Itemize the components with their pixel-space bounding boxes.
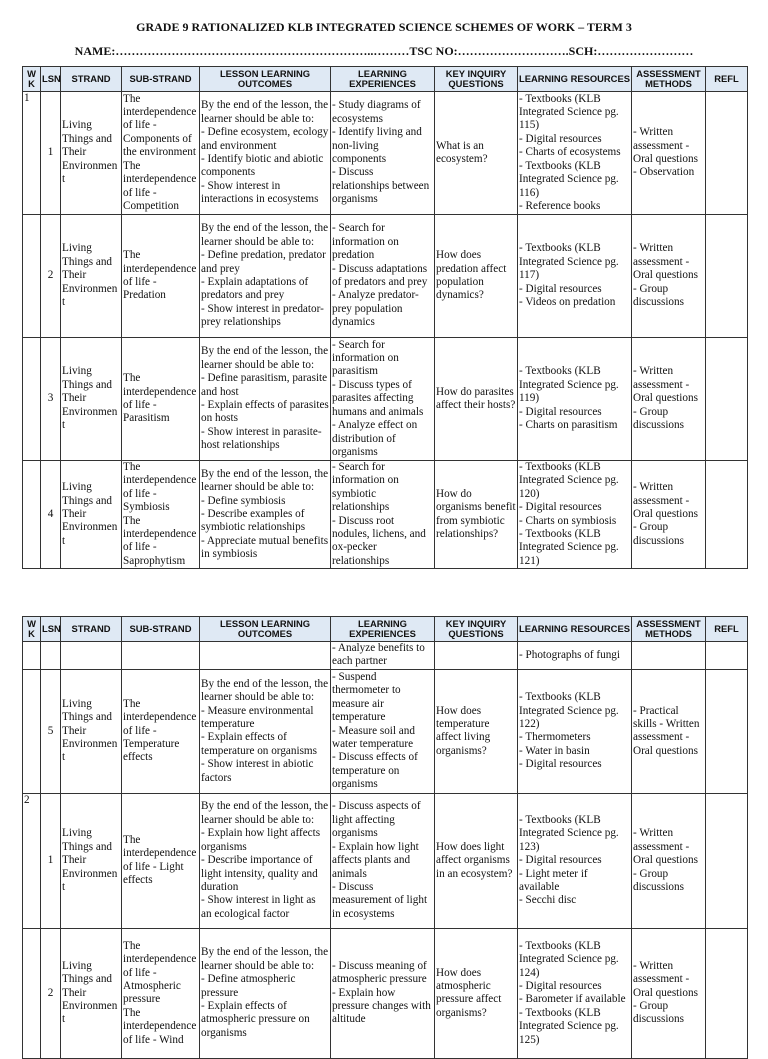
lesson-number-cell: [41, 642, 61, 670]
reflection-cell: [706, 793, 748, 928]
week-cell: 2: [23, 793, 41, 928]
header-inquiry-questions: KEY INQUIRY QUESTIONS: [435, 67, 518, 92]
inquiry-question-cell: How does atmospheric pressure affect organisms?: [435, 928, 518, 1058]
experiences-cell: - Search for information on parasitism - Discuss types of parasites affecting humans and animals - Analyze effect on distribution of organisms: [331, 338, 435, 461]
assessment-cell: - Written assessment - Oral questions - Group discussions: [632, 793, 706, 928]
inquiry-question-cell: How do organisms benefit from symbiotic relationships?: [435, 461, 518, 569]
table-row: [23, 215, 748, 338]
week-cell: 1: [23, 92, 41, 215]
resources-cell: - Textbooks (KLB Integrated Science pg. 119) - Digital resources - Charts on parasitism: [518, 338, 632, 461]
week-cell: [23, 642, 41, 670]
resources-cell: - Textbooks (KLB Integrated Science pg. 124) - Digital resources - Barometer if available - Textbooks (KLB Integrated Science pg. 125): [518, 928, 632, 1058]
assessment-cell: - Written assessment - Oral questions - Observation: [632, 92, 706, 215]
sub-strand-cell: The interdependence of life - Light effects: [122, 793, 200, 928]
strand-cell: Living Things and Their Environment: [61, 793, 122, 928]
outcomes-cell: By the end of the lesson, the learner should be able to: - Define symbiosis - Describe examples of symbiotic relationships - Appreciate mutual benefits in symbiosis: [200, 461, 331, 569]
assessment-cell: [632, 642, 706, 670]
header-reflection: REFL: [706, 67, 748, 92]
experiences-cell: - Study diagrams of ecosystems - Identify living and non-living components - Discuss relationships between organisms: [331, 92, 435, 215]
week-cell: [23, 338, 41, 461]
header-sub-strand: SUB-STRAND: [122, 617, 200, 642]
resources-cell: - Textbooks (KLB Integrated Science pg. 122) - Thermometers - Water in basin - Digital resources: [518, 669, 632, 793]
resources-cell: - Textbooks (KLB Integrated Science pg. 123) - Digital resources - Light meter if available - Secchi disc: [518, 793, 632, 928]
header-outcomes: LESSON LEARNING OUTCOMES: [200, 617, 331, 642]
sub-strand-cell: The interdependence of life - Parasitism: [122, 338, 200, 461]
assessment-cell: - Written assessment - Oral questions - Group discussions: [632, 461, 706, 569]
strand-cell: Living Things and Their Environment: [61, 92, 122, 215]
resources-cell: - Textbooks (KLB Integrated Science pg. 120) - Digital resources - Charts on symbiosis - Textbooks (KLB Integrated Science pg. 121): [518, 461, 632, 569]
header-strand: STRAND: [61, 617, 122, 642]
reflection-cell: [706, 669, 748, 793]
lesson-number-cell: 5: [41, 669, 61, 793]
header-inquiry-questions: KEY INQUIRY QUESTIONS: [435, 617, 518, 642]
scheme-table-2: [22, 616, 748, 1059]
outcomes-cell: [200, 642, 331, 670]
assessment-cell: - Written assessment - Oral questions - Group discussions: [632, 215, 706, 338]
table-row: [23, 793, 748, 928]
outcomes-cell: By the end of the lesson, the learner should be able to: - Define predation, predator and prey - Explain adaptations of predators and prey - Show interest in predator-prey relationships: [200, 215, 331, 338]
header-resources: LEARNING RESOURCES: [518, 617, 632, 642]
header-assessment: ASSESSMENT METHODS: [632, 617, 706, 642]
strand-cell: Living Things and Their Environment: [61, 461, 122, 569]
sub-strand-cell: [122, 642, 200, 670]
name-tsc-school-line: NAME:………………………………………………………..………TSC NO:……………………….SCH:……………………: [74, 44, 694, 58]
header-strand: STRAND: [61, 67, 122, 92]
header-lesson: LSN: [41, 67, 61, 92]
strand-cell: Living Things and Their Environment: [61, 669, 122, 793]
inquiry-question-cell: [435, 642, 518, 670]
sub-strand-cell: The interdependence of life - Components of the environment The interdependence of life - Competition: [122, 92, 200, 215]
sub-strand-cell: The interdependence of life - Symbiosis The interdependence of life - Saprophytism: [122, 461, 200, 569]
experiences-cell: - Analyze benefits to each partner: [331, 642, 435, 670]
reflection-cell: [706, 642, 748, 670]
table-row: [23, 642, 748, 670]
lesson-number-cell: 1: [41, 92, 61, 215]
assessment-cell: - Written assessment - Oral questions - Group discussions: [632, 928, 706, 1058]
outcomes-cell: By the end of the lesson, the learner should be able to: - Define ecosystem, ecology and environment - Identify biotic and abiotic components - Show interest in interactions in ecosystems: [200, 92, 331, 215]
outcomes-cell: By the end of the lesson, the learner should be able to: - Measure environmental temperature - Explain effects of temperature on organisms - Show interest in abiotic factors: [200, 669, 331, 793]
week-cell: [23, 669, 41, 793]
header-week: W K: [23, 67, 41, 92]
reflection-cell: [706, 461, 748, 569]
sub-strand-cell: The interdependence of life - Predation: [122, 215, 200, 338]
inquiry-question-cell: What is an ecosystem?: [435, 92, 518, 215]
sub-strand-cell: The interdependence of life - Atmospheric pressure The interdependence of life - Wind: [122, 928, 200, 1058]
lesson-number-cell: 1: [41, 793, 61, 928]
table-row: [23, 669, 748, 793]
inquiry-question-cell: How does light affect organisms in an ecosystem?: [435, 793, 518, 928]
lesson-number-cell: 2: [41, 215, 61, 338]
resources-cell: - Photographs of fungi: [518, 642, 632, 670]
assessment-cell: - Written assessment - Oral questions - Group discussions: [632, 338, 706, 461]
lesson-number-cell: 4: [41, 461, 61, 569]
header-outcomes: LESSON LEARNING OUTCOMES: [200, 67, 331, 92]
strand-cell: Living Things and Their Environment: [61, 338, 122, 461]
header-row: [23, 67, 748, 92]
header-assessment: ASSESSMENT METHODS: [632, 67, 706, 92]
experiences-cell: - Suspend thermometer to measure air temperature - Measure soil and water temperature - Discuss effects of temperature on organisms: [331, 669, 435, 793]
outcomes-cell: By the end of the lesson, the learner should be able to: - Define parasitism, parasite and host - Explain effects of parasites on hosts - Show interest in parasite-host relationships: [200, 338, 331, 461]
assessment-cell: - Practical skills - Written assessment - Oral questions: [632, 669, 706, 793]
experiences-cell: - Search for information on symbiotic relationships - Discuss root nodules, lichens, and ox-pecker relationships: [331, 461, 435, 569]
scheme-table-1: [22, 66, 748, 569]
strand-cell: Living Things and Their Environment: [61, 928, 122, 1058]
header-sub-strand: SUB-STRAND: [122, 67, 200, 92]
week-cell: [23, 215, 41, 338]
inquiry-question-cell: How does predation affect population dynamics?: [435, 215, 518, 338]
header-lesson: LSN: [41, 617, 61, 642]
resources-cell: - Textbooks (KLB Integrated Science pg. 117) - Digital resources - Videos on predation: [518, 215, 632, 338]
header-resources: LEARNING RESOURCES: [518, 67, 632, 92]
reflection-cell: [706, 92, 748, 215]
inquiry-question-cell: How do parasites affect their hosts?: [435, 338, 518, 461]
outcomes-cell: By the end of the lesson, the learner should be able to: - Explain how light affects organisms - Describe importance of light intensity, quality and duration - Show interest in light as an ecological factor: [200, 793, 331, 928]
week-cell: [23, 461, 41, 569]
document-title: GRADE 9 RATIONALIZED KLB INTEGRATED SCIENCE SCHEMES OF WORK – TERM 3: [136, 20, 632, 34]
strand-cell: [61, 642, 122, 670]
experiences-cell: - Discuss meaning of atmospheric pressure - Explain how pressure changes with altitude: [331, 928, 435, 1058]
table-row: [23, 338, 748, 461]
reflection-cell: [706, 338, 748, 461]
table-row: [23, 92, 748, 215]
week-cell: [23, 928, 41, 1058]
header-reflection: REFL: [706, 617, 748, 642]
header-week: W K: [23, 617, 41, 642]
lesson-number-cell: 2: [41, 928, 61, 1058]
header-row: [23, 617, 748, 642]
lesson-number-cell: 3: [41, 338, 61, 461]
inquiry-question-cell: How does temperature affect living organisms?: [435, 669, 518, 793]
header-experiences: LEARNING EXPERIENCES: [331, 617, 435, 642]
strand-cell: Living Things and Their Environment: [61, 215, 122, 338]
resources-cell: - Textbooks (KLB Integrated Science pg. 115) - Digital resources - Charts of ecosystems - Textbooks (KLB Integrated Science pg. 116) - Reference books: [518, 92, 632, 215]
table-row: [23, 461, 748, 569]
header-experiences: LEARNING EXPERIENCES: [331, 67, 435, 92]
sub-strand-cell: The interdependence of life - Temperature effects: [122, 669, 200, 793]
reflection-cell: [706, 215, 748, 338]
table-row: [23, 928, 748, 1058]
outcomes-cell: By the end of the lesson, the learner should be able to: - Define atmospheric pressure - Explain effects of atmospheric pressure on organisms: [200, 928, 331, 1058]
experiences-cell: - Search for information on predation - Discuss adaptations of predators and prey - Analyze predator-prey population dynamics: [331, 215, 435, 338]
experiences-cell: - Discuss aspects of light affecting organisms - Explain how light affects plants and animals - Discuss measurement of light in ecosystems: [331, 793, 435, 928]
reflection-cell: [706, 928, 748, 1058]
